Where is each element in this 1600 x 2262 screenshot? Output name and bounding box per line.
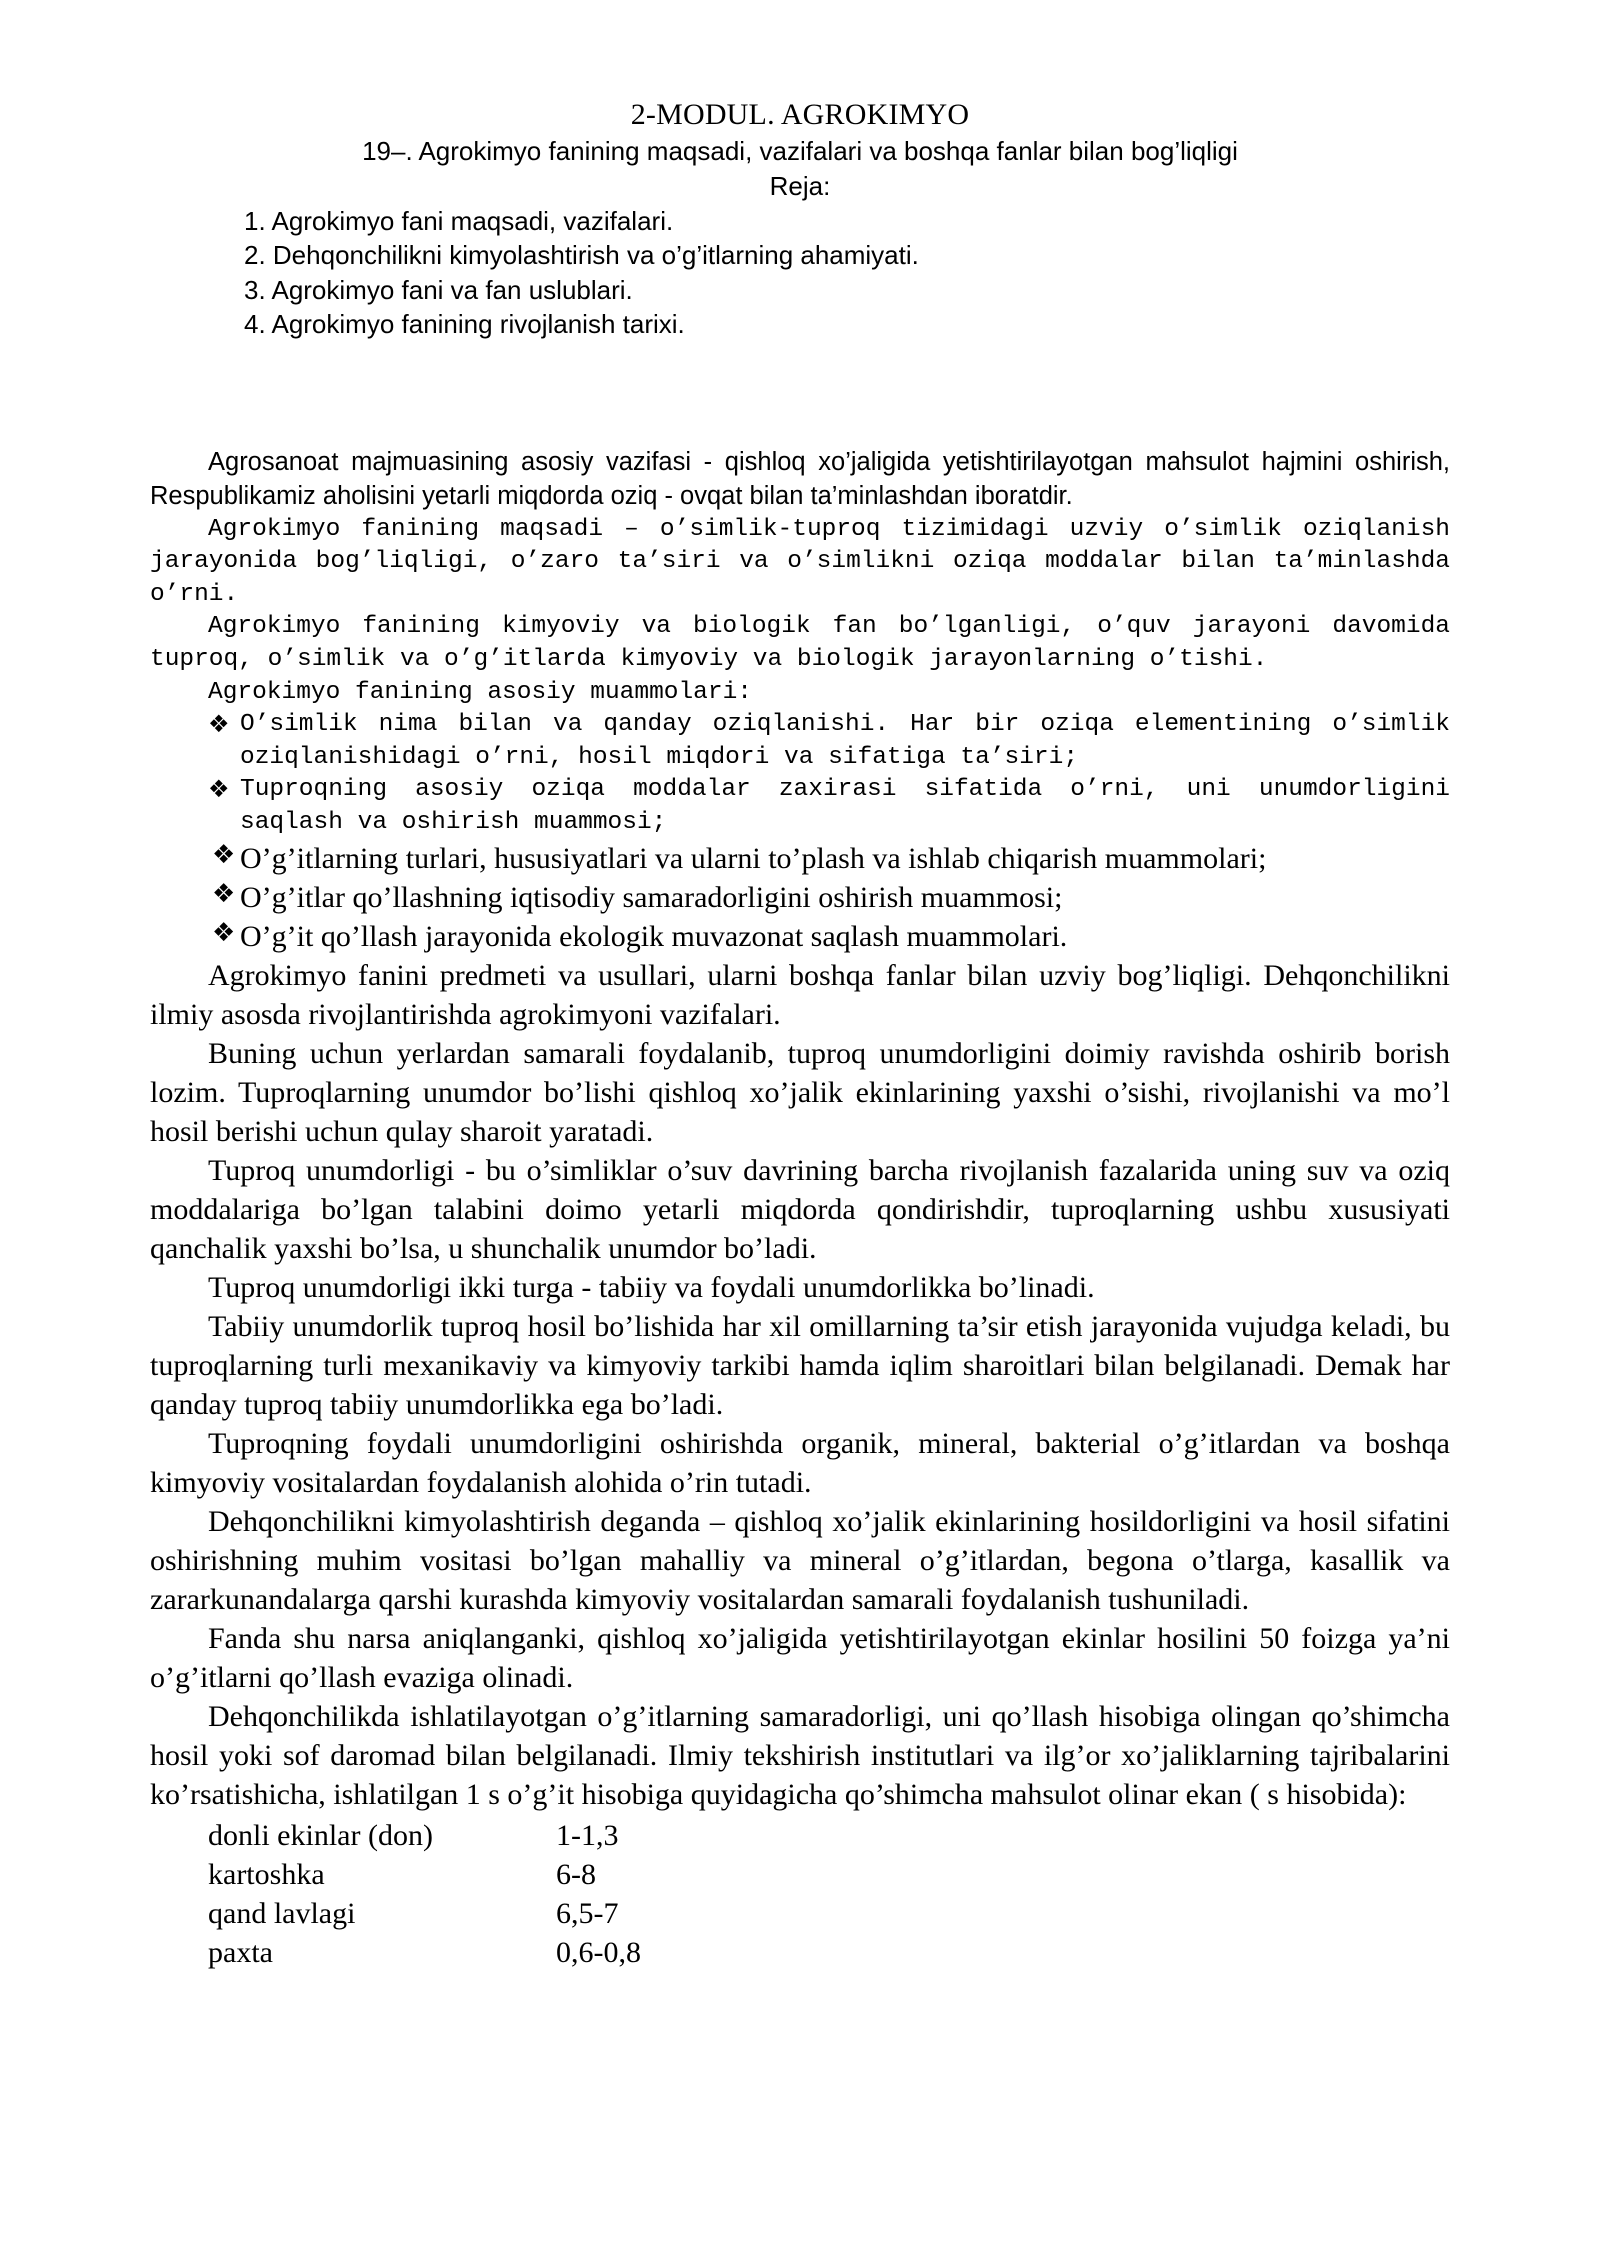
serif-paragraph-3: Tuproq unumdorligi - bu o’simliklar o’suv davrining barcha rivojlanish fazalarida uning suv va oziq moddalariga bo’lgan talabini doimo yetarli miqdorda qondirishdir, tuproqlarning ushbu xususiyati qanchalik yaxshi bo’lsa, u shunchalik unumdor bo’ladi. — [150, 1154, 1450, 1266]
mono-bullet-1 — [150, 709, 1450, 774]
plan-item-1: 1. Agrokimyo fani maqsadi, vazifalari. — [244, 205, 674, 236]
diamond-bullet-icon: ❖ — [208, 775, 230, 804]
bullet-text: O’g’it qo’llash jarayonida ekologik muvazonat saqlash muammolari. — [240, 920, 1068, 954]
table-row — [208, 1816, 816, 1855]
serif-bullet-1 — [150, 839, 1450, 878]
mono-paragraph-1: Agrokimyo fanining maqsadi – o’simlik-tuproq tizimidagi uzviy o’simlik oziqlanish jarayonida bog’liqligi, o’zaro ta’siri va o’simlikni oziqa moddalar bilan ta’minlashda o’rni. — [150, 515, 1450, 608]
diamond-bullet-icon: ❖ — [212, 918, 236, 949]
plan-item-3: 3. Agrokimyo fani va fan uslublari. — [244, 274, 633, 305]
serif-paragraph-4: Tuproq unumdorligi ikki turga - tabiiy va foydali unumdorlikka bo’linadi. — [208, 1271, 1095, 1305]
yield-table — [208, 1816, 816, 1972]
serif-paragraph-6: Tuproqning foydali unumdorligini oshirishda organik, mineral, bakterial o’g’itlardan va boshqa kimyoviy vositalardan foydalanish alohida o’rin tutadi. — [150, 1427, 1450, 1500]
serif-paragraph-7: Dehqonchilikni kimyolashtirish deganda – qishloq xo’jalik ekinlarining hosildorligini va hosil sifatini oshirishning muhim vositasi bo’lgan mahalliy va mineral o’g’itlardan, begona o’tlarga, kasallik va zararkunandalarga qarshi kurashda kimyoviy vositalardan samarali foydalanish tushuniladi. — [150, 1505, 1450, 1617]
mono-paragraph-2: Agrokimyo fanining kimyoviy va biologik fan bo’lganligi, o’quv jarayoni davomida tuproq, o’simlik va o’g’itlarda kimyoviy va biologik jarayonlarning o’tishi. — [150, 613, 1450, 673]
crop-name: paxta — [208, 1936, 273, 1970]
mono-bullet-2 — [150, 774, 1450, 839]
crop-name: kartoshka — [208, 1858, 325, 1892]
serif-paragraph-9: Dehqonchilikda ishlatilayotgan o’g’itlarning samaradorligi, uni qo’llash hisobiga olingan qo’shimcha hosil yoki sof daromad bilan belgilanadi. Ilmiy tekshirish institutlari va ilg’or xo’jaliklarning tajribalarini ko’rsatishicha, ishlatilgan 1 s o’g’it hisobiga quyidagicha qo’shimcha mahsulot olinar ekan ( s hisobida): — [150, 1700, 1450, 1812]
bullet-text: O’g’itlar qo’llashning iqtisodiy samaradorligini oshirish muammosi; — [240, 881, 1063, 915]
serif-paragraph-2: Buning uchun yerlardan samarali foydalanib, tuproq unumdorligini doimiy ravishda oshirib borish lozim. Tuproqlarning unumdor bo’lishi qishloq xo’jalik ekinlarining yaxshi o’sishi, rivojlanishi va mo’l hosil berishi uchun qulay sharoit yaratadi. — [150, 1037, 1450, 1149]
spacer — [150, 342, 1450, 446]
plan-list — [150, 204, 1450, 342]
table-row — [208, 1855, 816, 1894]
crop-name: donli ekinlar (don) — [208, 1819, 433, 1853]
table-row — [208, 1894, 816, 1933]
bullet-text: O’simlik nima bilan va qanday oziqlanishi. Har bir oziqa elementining o’simlik oziqlanishidagi o’rni, hosil miqdori va sifatiga ta’siri; — [240, 711, 1450, 771]
mono-paragraph-3: Agrokimyo fanining asosiy muammolari: — [208, 678, 752, 706]
serif-bullet-3 — [150, 917, 1450, 956]
plan-item-4: 4. Agrokimyo fanining rivojlanish tarixi. — [244, 309, 685, 340]
bullet-row — [150, 774, 1450, 839]
diamond-bullet-icon: ❖ — [208, 710, 230, 739]
crop-amount: 0,6-0,8 — [556, 1936, 641, 1970]
diamond-bullet-icon: ❖ — [212, 840, 236, 871]
crop-amount: 1-1,3 — [556, 1819, 619, 1853]
serif-bullet-2 — [150, 878, 1450, 917]
bullet-text: O’g’itlarning turlari, hususiyatlari va ularni to’plash va ishlab chiqarish muammolari; — [240, 842, 1267, 876]
crop-amount: 6,5-7 — [556, 1897, 619, 1931]
crop-amount: 6-8 — [556, 1858, 596, 1892]
bullet-row — [150, 709, 1450, 774]
serif-paragraph-8: Fanda shu narsa aniqlanganki, qishloq xo’jaligida yetishtirilayotgan ekinlar hosilini 50 foizga ya’ni o’g’itlarni qo’llash evaziga olinadi. — [150, 1622, 1450, 1695]
module-title: 2-MODUL. AGROKIMYO — [630, 98, 970, 131]
lecture-title: 19–. Agrokimyo fanining maqsadi, vazifalari va boshqa fanlar bilan bog’liqligi — [362, 136, 1238, 167]
plan-label: Reja: — [769, 170, 831, 201]
table-row — [208, 1933, 816, 1972]
crop-name: qand lavlagi — [208, 1897, 356, 1931]
diamond-bullet-icon: ❖ — [212, 879, 236, 910]
serif-paragraph-1: Agrokimyo fanini predmeti va usullari, ularni boshqa fanlar bilan uzviy bog’liqligi. Dehqonchilikni ilmiy asosda rivojlantirishda agrokimyoni vazifalari. — [150, 959, 1450, 1032]
bullet-text: Tuproqning asosiy oziqa moddalar zaxirasi sifatida o’rni, uni unumdorligini saqlash va oshirish muammosi; — [240, 776, 1450, 836]
serif-paragraph-5: Tabiiy unumdorlik tuproq hosil bo’lishida har xil omillarning ta’sir etish jarayonida vujudga keladi, bu tuproqlarning turli mexanikaviy va kimyoviy tarkibi hamda iqlim sharoitlari bilan belgilanadi. Demak har qanday tuproq tabiiy unumdorlikka ega bo’ladi. — [150, 1310, 1450, 1422]
intro-paragraph: Agrosanoat majmuasining asosiy vazifasi - qishloq xo’jaligida yetishtirilayotgan mahsulot hajmini oshirish, Respublikamiz aholisini yetarli miqdorda oziq - ovqat bilan ta’minlashdan iboratdir. — [150, 447, 1450, 510]
plan-item-2: 2. Dehqonchilikni kimyolashtirish va o’g’itlarning ahamiyati. — [244, 240, 919, 271]
